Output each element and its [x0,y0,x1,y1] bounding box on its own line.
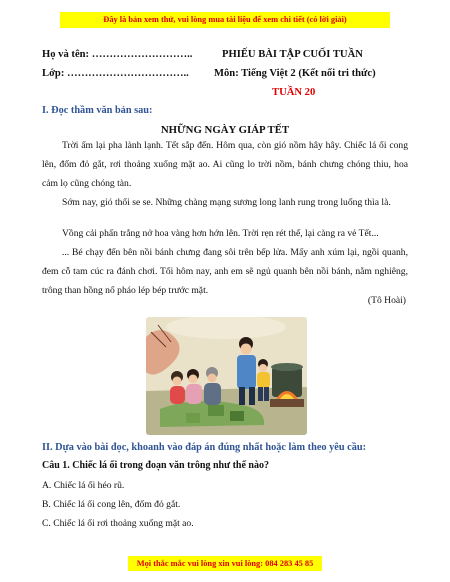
story-title: NHỮNG NGÀY GIÁP TẾT [160,124,290,136]
story-author: (Tô Hoài) [367,295,406,306]
subject-label: Môn: Tiếng Việt 2 (Kết nối tri thức) [214,68,376,79]
story-paragraph-2: Sớm nay, gió thổi se se. Những chàng mạng sương long lanh rung trong luống thìa là. [62,197,391,208]
question-1-option-c[interactable]: C. Chiếc lá ối rơi thoảng xuống mặt ao. [42,518,194,529]
question-1-option-a[interactable]: A. Chiếc lá ối héo rũ. [42,480,125,491]
section-2-heading: II. Dựa vào bài đọc, khoanh vào đáp án đúng nhất hoặc làm theo yêu cầu: [42,442,367,453]
question-1: Câu 1. Chiếc lá ối trong đoạn văn trông như thế nào? [42,460,269,471]
contact-banner: Mọi thắc mắc vui lòng xin vui lòng: 084 283 45 85 [128,556,322,571]
class-field-label: Lớp: …………………………….. [42,68,189,79]
story-paragraph-4: ... Bé chạy đến bên nồi bánh chưng đang sôi trên bếp lửa. Mấy anh xúm lại, ngồi quanh, đem cỗ tam cúc ra đánh chơi. Tối hôm nay, anh em sẽ ngủ quanh bên nồi bánh, nằm nghiêng, trông than hồng nổ pháo lép bép trước mặt. [42,247,408,296]
question-1-option-b[interactable]: B. Chiếc lá ối cong lên, đốm đỏ gắt. [42,499,181,510]
sheet-title: PHIẾU BÀI TẬP CUỐI TUẦN [222,49,363,60]
story-paragraph-3: Vồng cải phấn trắng nở hoa vàng hơn hớn lên. Trời rẹn rét thế, lại càng ra vẻ Tết... [62,228,379,239]
section-1-heading: I. Đọc thầm văn bản sau: [42,105,153,116]
story-illustration [146,317,307,435]
story-paragraph-1: Trời ấm lại pha lành lạnh. Tết sắp đến. Hôm qua, còn gió nồm hây hây. Chiếc lá ối cong lên, đốm đỏ gắt, rơi thoảng xuống mặt ao. Ai cũng lo trời nồm, bánh chưng chóng thiu, hoa cảm lọ cũng chóng tàn. [42,140,408,189]
name-field-label: Họ và tên: ……………………….. [42,49,193,60]
week-label: TUẦN 20 [272,87,316,98]
preview-banner: Đây là bản xem thử, vui lòng mua tài liệu để xem chi tiết (có lời giải) [60,12,390,28]
